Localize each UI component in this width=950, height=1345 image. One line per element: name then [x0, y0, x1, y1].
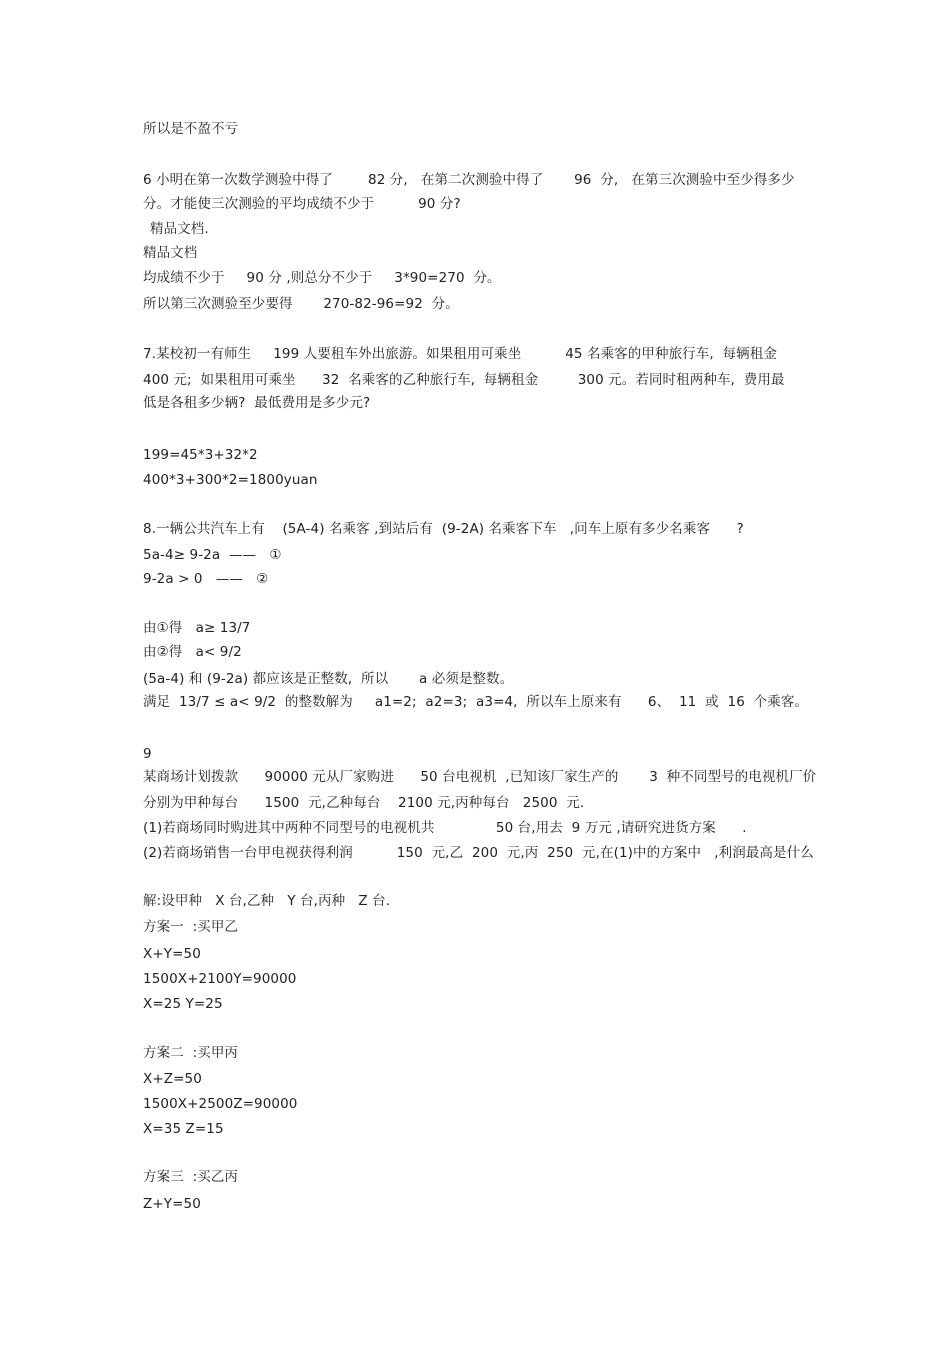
plan-2-result: X=35 Z=15	[143, 1121, 224, 1137]
plan-3-title: 方案三 :买乙丙	[143, 1169, 239, 1185]
problem-7-line-2: 400 元; 如果租用可乘坐 32 名乘客的乙种旅行车, 每辆租金 300 元。若同时租两种车, 费用最	[143, 372, 785, 388]
plan-3-eq-1: Z+Y=50	[143, 1196, 201, 1212]
plan-1-eq-2: 1500X+2100Y=90000	[143, 971, 297, 987]
problem-8-inequality-2: 9-2a > 0 —— ②	[143, 571, 269, 587]
plan-1-eq-1: X+Y=50	[143, 946, 201, 962]
problem-6-solution-2: 所以第三次测验至少要得 270-82-96=92 分。	[143, 296, 459, 312]
problem-6-line-1: 6 小明在第一次数学测验中得了 82 分, 在第二次测验中得了 96 分, 在第三次测验中至少得多少	[143, 172, 795, 188]
problem-7-line-1: 7.某校初一有师生 199 人要租车外出旅游。如果租用可乘坐 45 名乘客的甲种旅行车, 每辆租金	[143, 346, 777, 362]
problem-9-line-1: 某商场计划拨款 90000 元从厂家购进 50 台电视机 ,已知该厂家生产的 3 种不同型号的电视机厂价	[143, 769, 817, 785]
problem-8-step-2: 由②得 a< 9/2	[143, 644, 242, 660]
text-line-conclusion: 所以是不盈不亏	[143, 121, 239, 137]
watermark-text-1: 精品文档.	[150, 221, 209, 237]
problem-8-inequality-1: 5a-4≥ 9-2a —— ①	[143, 547, 282, 563]
problem-7-solution-1: 199=45*3+32*2	[143, 447, 258, 463]
problem-8-answer: 满足 13/7 ≤ a< 9/2 的整数解为 a1=2; a2=3; a3=4, 所以车上原来有 6、 11 或 16 个乘客。	[143, 694, 809, 710]
problem-9-number: 9	[143, 746, 152, 762]
problem-7-solution-2: 400*3+300*2=1800yuan	[143, 472, 318, 488]
plan-1-result: X=25 Y=25	[143, 996, 223, 1012]
problem-9-question-2: (2)若商场销售一台甲电视获得利润 150 元,乙 200 元,丙 250 元,在(1)中的方案中 ,利润最高是什么	[143, 845, 814, 861]
problem-7-line-3: 低是各租多少辆? 最低费用是多少元?	[143, 395, 371, 411]
problem-6-solution-1: 均成绩不少于 90 分 ,则总分不少于 3*90=270 分。	[143, 270, 501, 286]
plan-1-title: 方案一 :买甲乙	[143, 919, 239, 935]
problem-9-line-2: 分别为甲种每台 1500 元,乙种每台 2100 元,丙种每台 2500 元.	[143, 795, 585, 811]
problem-8-step-1: 由①得 a≥ 13/7	[143, 620, 251, 636]
plan-2-eq-1: X+Z=50	[143, 1071, 202, 1087]
problem-6-line-2: 分。才能使三次测验的平均成绩不少于 90 分?	[143, 196, 461, 212]
watermark-text-2: 精品文档	[143, 245, 198, 261]
plan-2-eq-2: 1500X+2500Z=90000	[143, 1096, 298, 1112]
problem-9-question-1: (1)若商场同时购进其中两种不同型号的电视机共 50 台,用去 9 万元 ,请研究进货方案 .	[143, 820, 747, 836]
plan-2-title: 方案二 :买甲丙	[143, 1045, 239, 1061]
problem-8-step-3: (5a-4) 和 (9-2a) 都应该是正整数, 所以 a 必须是整数。	[143, 671, 514, 687]
problem-8-line-1: 8.一辆公共汽车上有 (5A-4) 名乘客 ,到站后有 (9-2A) 名乘客下车 ,问车上原有多少名乘客 ?	[143, 521, 744, 537]
problem-9-solution-intro: 解:设甲种 X 台,乙种 Y 台,丙种 Z 台.	[143, 893, 391, 909]
